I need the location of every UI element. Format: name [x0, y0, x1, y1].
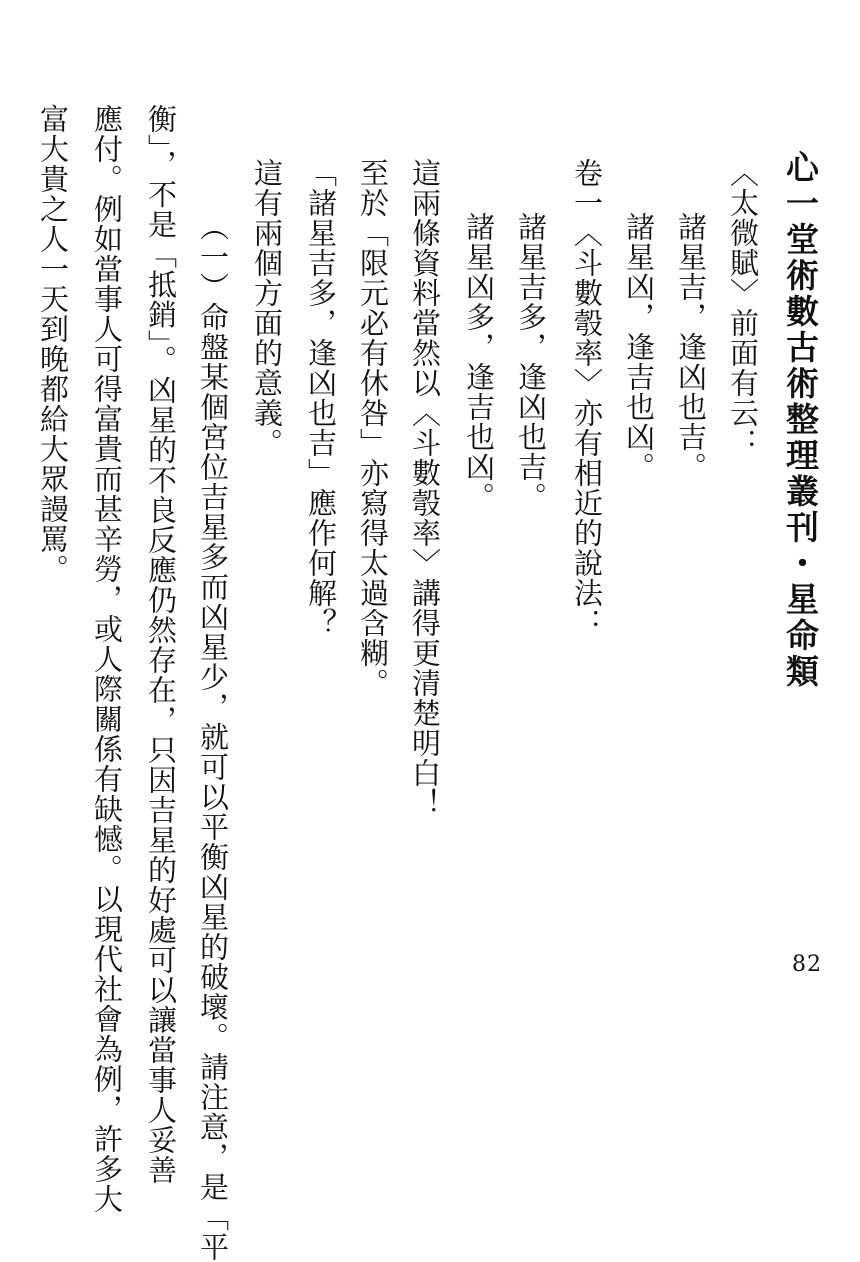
text-column: 諸星吉，逢凶也吉。 [674, 212, 708, 482]
text-column: 這有兩個方面的意義。 [250, 158, 284, 458]
text-column: 卷一〈斗數彀率〉亦有相近的說法： [570, 158, 604, 638]
page-header-title: 心一堂術數古術整理叢刊・星命類 [781, 150, 820, 690]
text-column: 諸星凶多，逢吉也凶。 [462, 212, 496, 512]
text-column: 諸星凶，逢吉也凶。 [622, 212, 656, 482]
page-number: 82 [792, 952, 822, 977]
text-column: 諸星吉多，逢凶也吉。 [514, 212, 548, 512]
text-column: （一）命盤某個宮位吉星多而凶星少，就可以平衡凶星的破壞。請注意，是「平 [196, 212, 230, 1262]
text-column: 富大貴之人一天到晚都給大眾謾罵。 [36, 104, 70, 584]
text-column: 衡」，不是「抵銷」。凶星的不良反應仍然存在，只因吉星的好處可以讓當事人妥善 [144, 104, 178, 1185]
text-column: 「諸星吉多，逢凶也吉」應作何解？ [304, 158, 338, 638]
text-column: 至於「限元必有休咎」亦寫得太過含糊。 [356, 158, 390, 698]
text-column: 〈太微賦〉前面有云： [726, 158, 760, 458]
text-column: 這兩條資料當然以〈斗數彀率〉講得更清楚明白！ [408, 158, 442, 818]
text-column: 應付。例如當事人可得富貴而甚辛勞，或人際關係有缺憾。以現代社會為例，許多大 [90, 104, 124, 1214]
